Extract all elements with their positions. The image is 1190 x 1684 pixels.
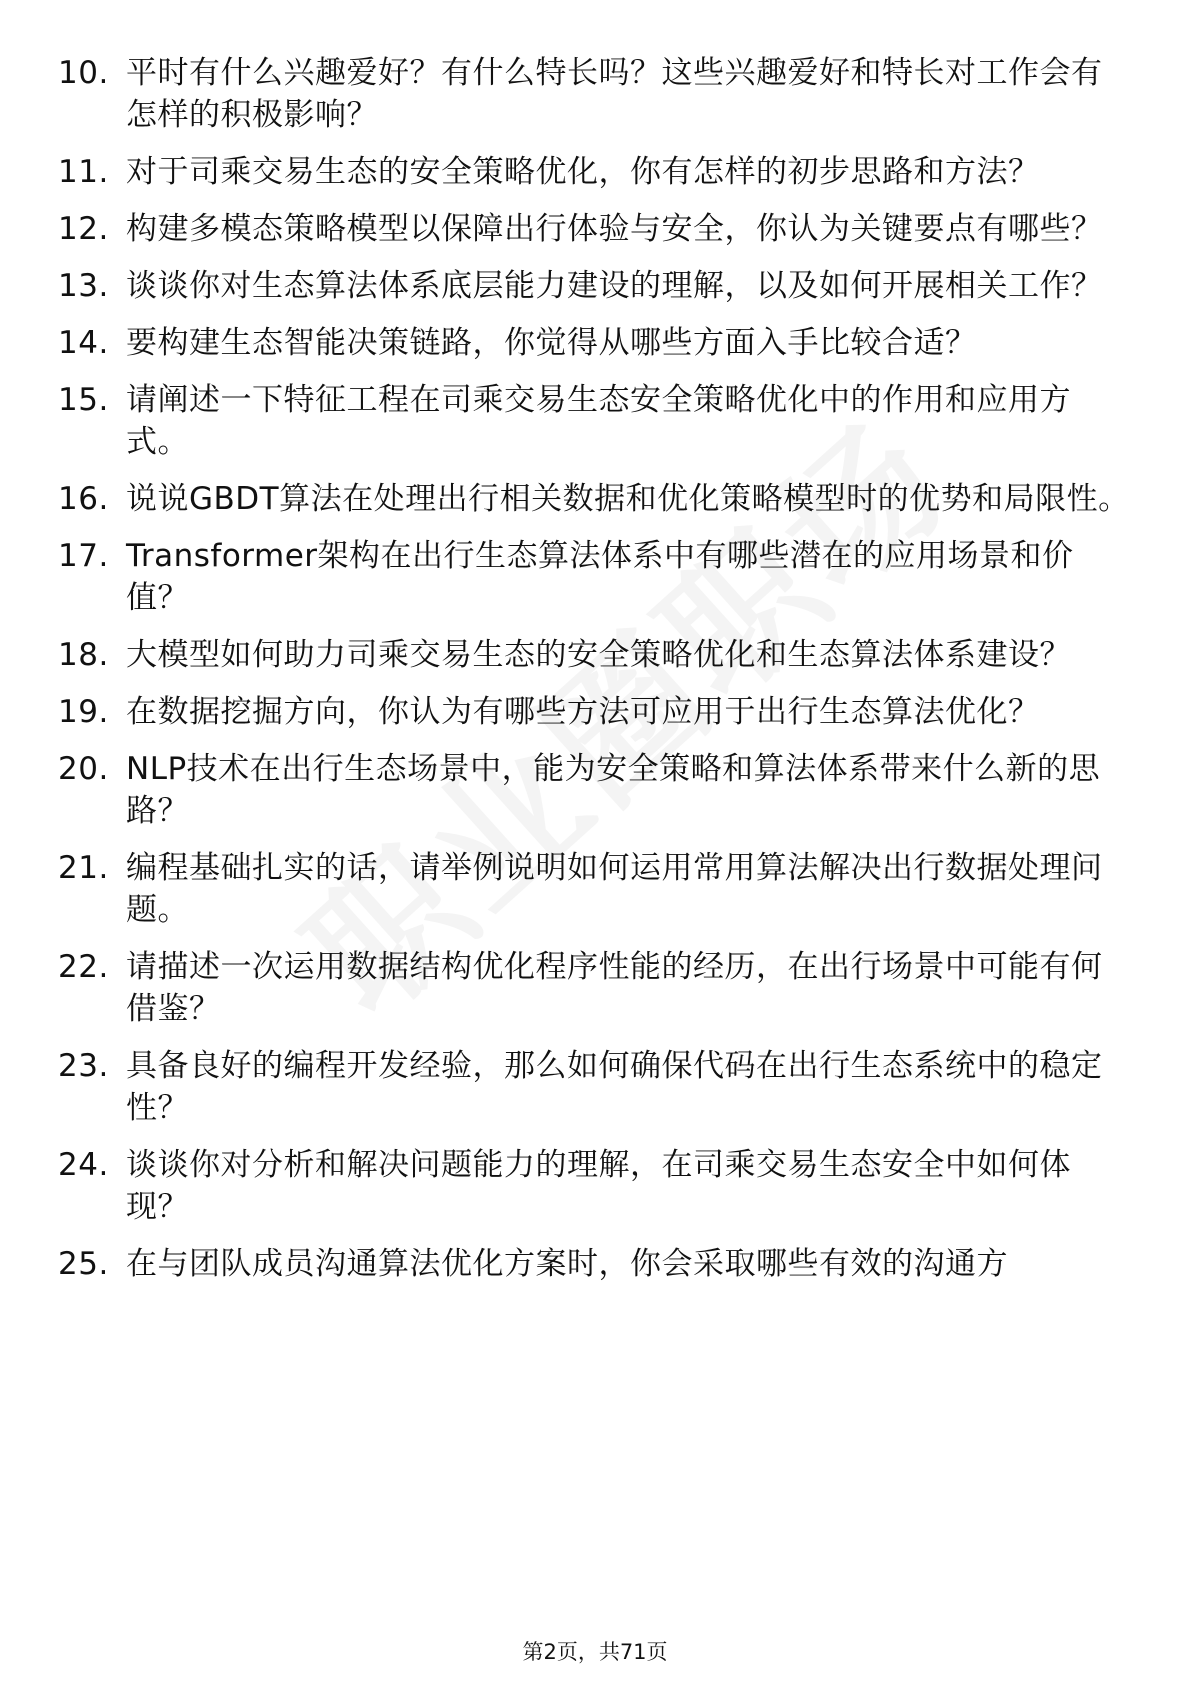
question-text: 对于司乘交易生态的安全策略优化，你有怎样的初步思路和方法？	[126, 154, 1040, 190]
question-item	[0, 265, 1190, 307]
question-text: 编程基础扎实的话，请举例说明如何运用常用算法解决出行数据处理问题。	[126, 850, 1103, 928]
question-item	[0, 478, 1190, 520]
question-item	[0, 151, 1190, 193]
question-text: 具备良好的编程开发经验，那么如何确保代码在出行生态系统中的稳定性？	[126, 1048, 1103, 1126]
page-footer: 第2页，共71页	[522, 1640, 668, 1664]
question-number: 10.	[58, 55, 109, 91]
question-number: 12.	[58, 211, 109, 247]
question-number: 13.	[58, 268, 109, 304]
question-text: 在数据挖掘方向，你认为有哪些方法可应用于出行生态算法优化？	[126, 694, 1040, 730]
question-item	[0, 691, 1190, 733]
question-item	[0, 1144, 1190, 1228]
question-number: 19.	[58, 694, 109, 730]
question-text: 在与团队成员沟通算法优化方案时，你会采取哪些有效的沟通方	[126, 1246, 1008, 1282]
question-number: 17.	[58, 538, 109, 574]
question-number: 16.	[58, 481, 109, 517]
question-number: 20.	[58, 751, 109, 787]
question-text: 大模型如何助力司乘交易生态的安全策略优化和生态算法体系建设？	[126, 637, 1071, 673]
question-item	[0, 847, 1190, 931]
question-number: 25.	[58, 1246, 109, 1282]
question-item	[0, 634, 1190, 676]
question-item	[0, 52, 1190, 136]
question-item	[0, 1045, 1190, 1129]
question-item	[0, 379, 1190, 463]
question-number: 15.	[58, 382, 109, 418]
question-item	[0, 535, 1190, 619]
question-number: 11.	[58, 154, 109, 190]
question-item	[0, 208, 1190, 250]
question-list	[0, 52, 1190, 1300]
question-number: 23.	[58, 1048, 109, 1084]
question-text: 请描述一次运用数据结构优化程序性能的经历，在出行场景中可能有何借鉴？	[126, 949, 1103, 1027]
question-text: 谈谈你对生态算法体系底层能力建设的理解，以及如何开展相关工作？	[126, 268, 1103, 304]
question-item	[0, 946, 1190, 1030]
question-item	[0, 1243, 1190, 1285]
question-text: NLP技术在出行生态场景中，能为安全策略和算法体系带来什么新的思路？	[126, 751, 1101, 829]
question-number: 14.	[58, 325, 109, 361]
question-text: 请阐述一下特征工程在司乘交易生态安全策略优化中的作用和应用方式。	[126, 382, 1071, 460]
question-number: 24.	[58, 1147, 109, 1183]
question-text: 谈谈你对分析和解决问题能力的理解，在司乘交易生态安全中如何体现？	[126, 1147, 1071, 1225]
question-text: 说说GBDT算法在处理出行相关数据和优化策略模型时的优势和局限性。	[126, 481, 1130, 517]
question-number: 21.	[58, 850, 109, 886]
question-text: 构建多模态策略模型以保障出行体验与安全，你认为关键要点有哪些？	[126, 211, 1103, 247]
question-item	[0, 748, 1190, 832]
question-text: 要构建生态智能决策链路，你觉得从哪些方面入手比较合适？	[126, 325, 977, 361]
question-number: 22.	[58, 949, 109, 985]
question-text: 平时有什么兴趣爱好？有什么特长吗？这些兴趣爱好和特长对工作会有怎样的积极影响？	[126, 55, 1103, 133]
question-item	[0, 322, 1190, 364]
question-number: 18.	[58, 637, 109, 673]
question-text: Transformer架构在出行生态算法体系中有哪些潜在的应用场景和价值？	[126, 538, 1074, 616]
